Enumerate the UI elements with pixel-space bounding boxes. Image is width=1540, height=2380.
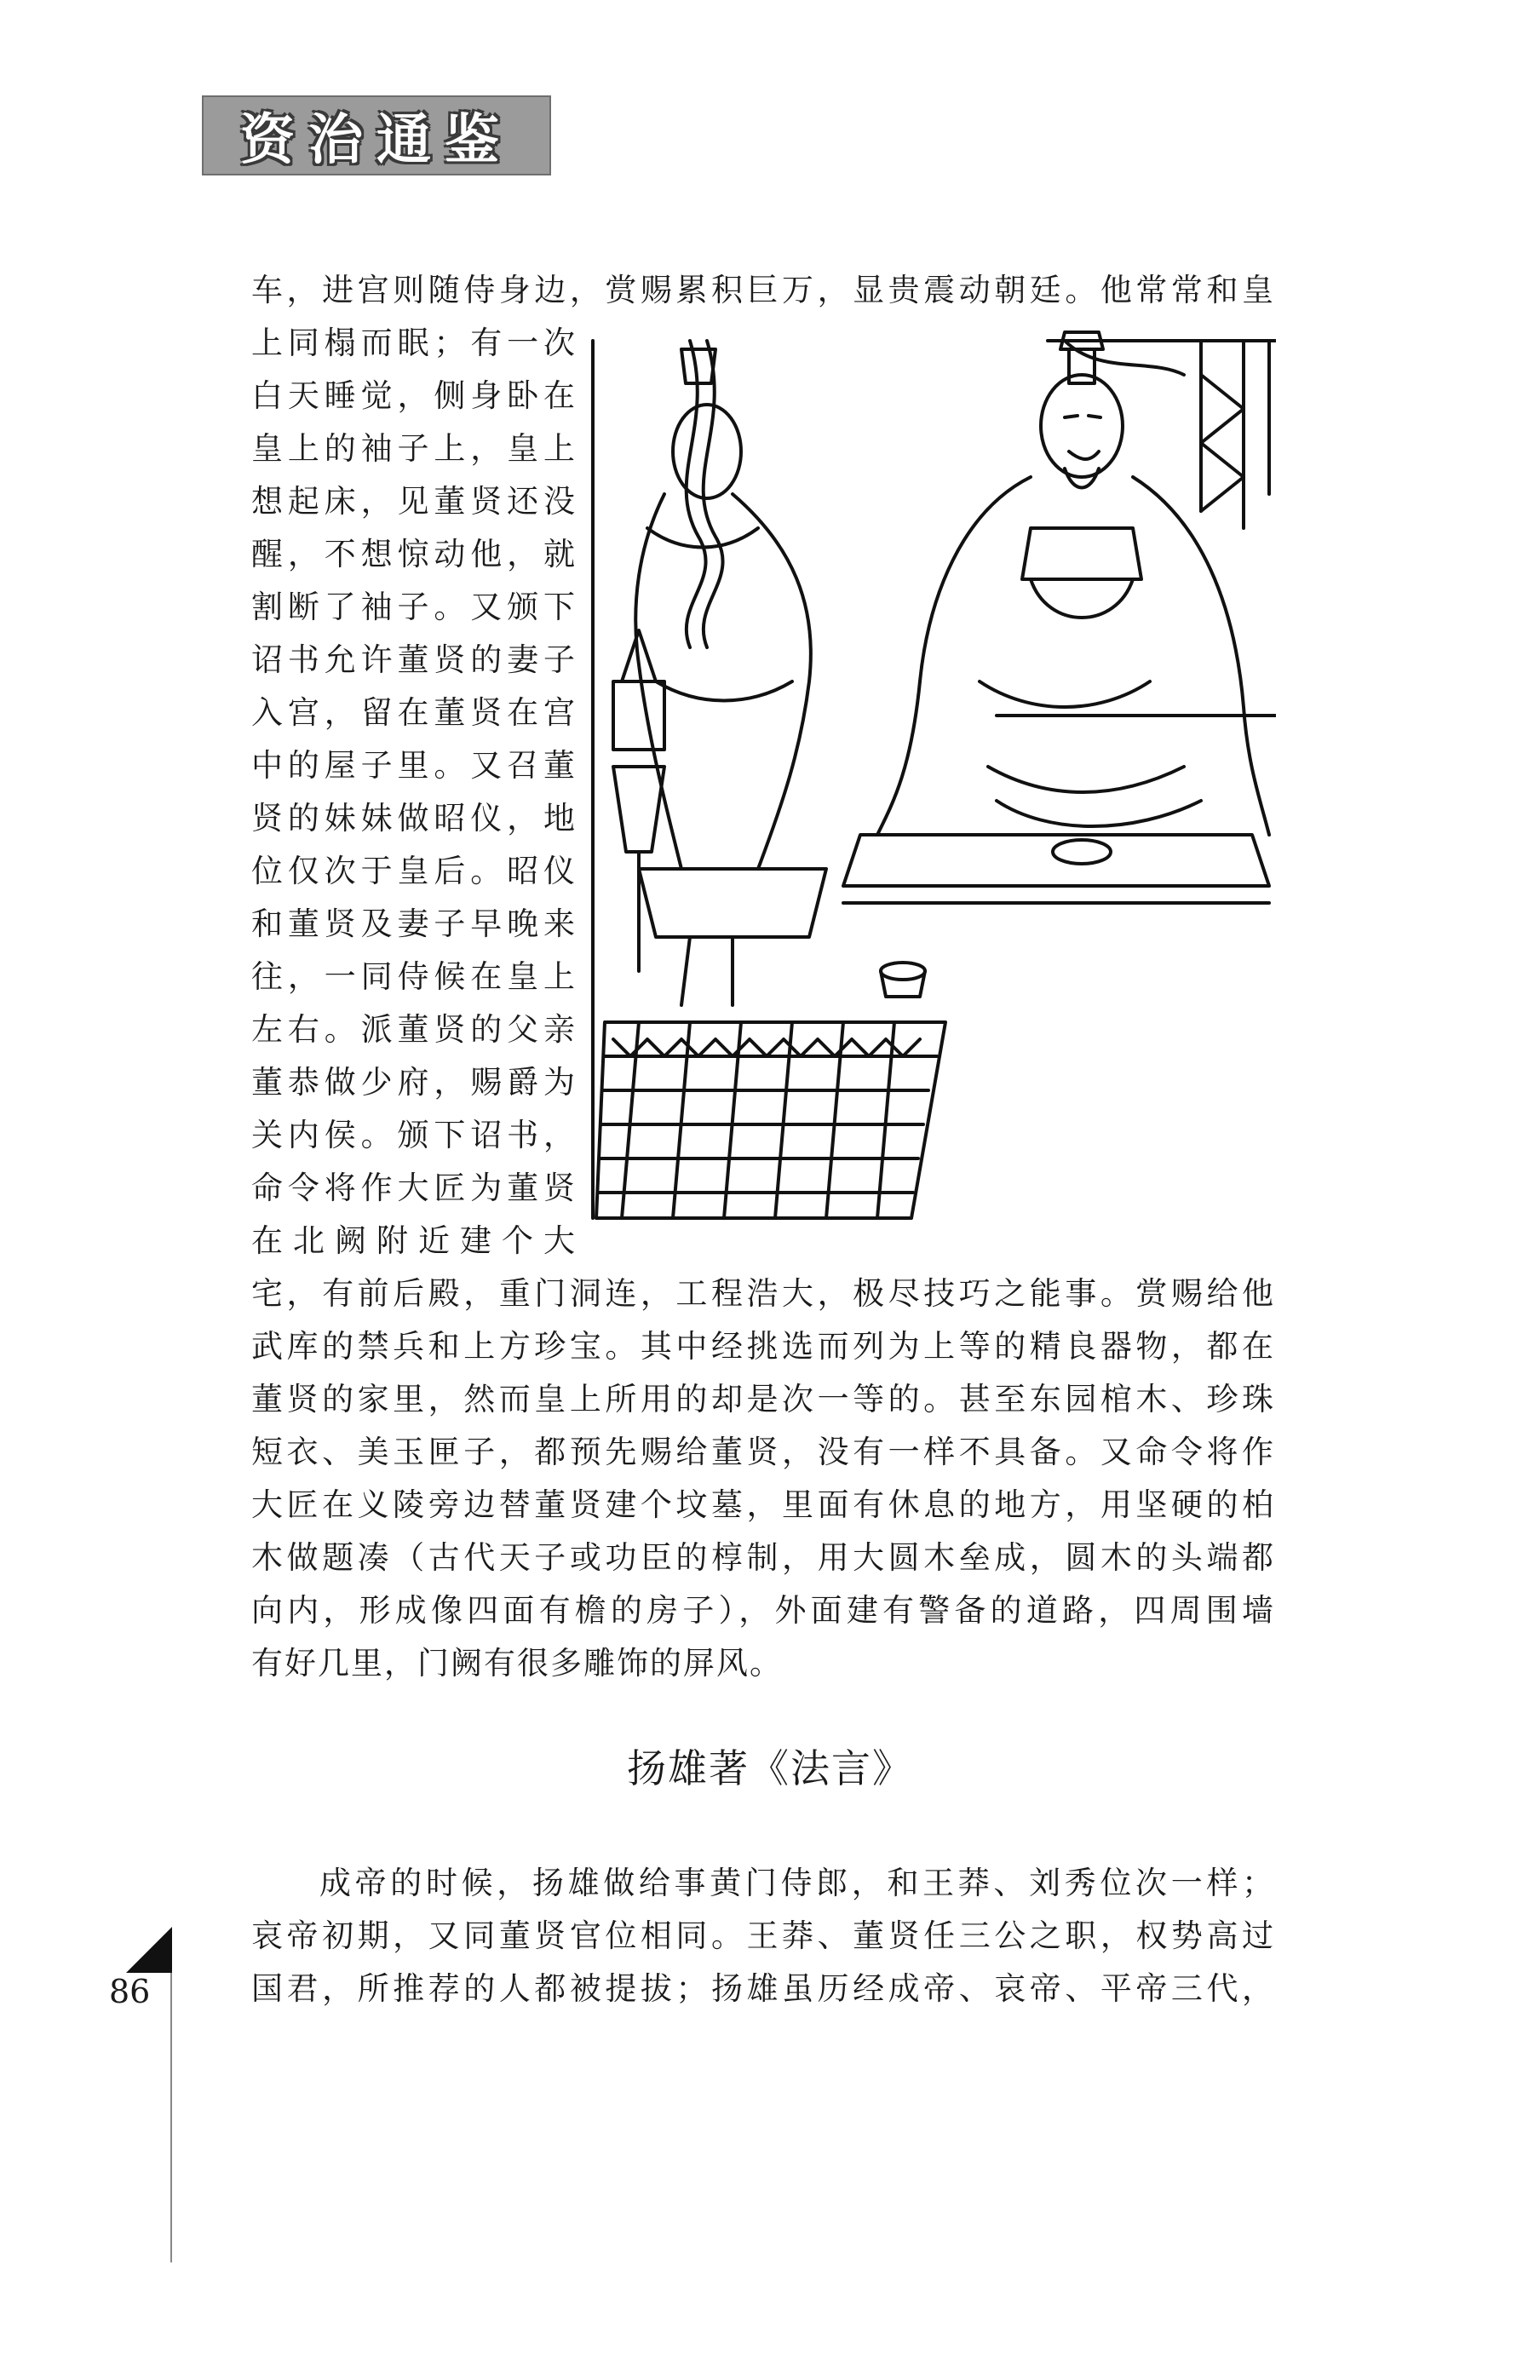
book-title: 资治通鉴 [240, 109, 513, 172]
text-line: 国君，所推荐的人都被提拔；扬雄虽历经成帝、哀帝、平帝三代， [251, 1970, 1273, 2007]
text-line: 在北阙附近建个大 [251, 1222, 575, 1259]
page-corner-marker [126, 1927, 172, 1973]
text-line: 车，进宫则随侍身边，赏赐累积巨万，显贵震动朝廷。他常常和皇 [251, 272, 1273, 308]
page-number: 86 [109, 1973, 151, 2010]
text-line: 醒，不想惊动他，就 [251, 536, 575, 572]
text-line: 向内，形成像四面有檐的房子），外面建有警备的道路，四周围墙 [251, 1592, 1273, 1629]
text-line: 割断了袖子。又颁下 [251, 589, 575, 625]
text-line: 成帝的时候，扬雄做给事黄门侍郎，和王莽、刘秀位次一样； [319, 1865, 1273, 1901]
illustration-emperor-and-dong-xian [588, 324, 1276, 1235]
text-line: 诏书允许董贤的妻子 [251, 641, 575, 678]
text-line: 关内侯。颁下诏书， [251, 1117, 575, 1153]
text-line: 想起床，见董贤还没 [251, 483, 575, 520]
text-line: 大匠在义陵旁边替董贤建个坟墓，里面有休息的地方，用坚硬的柏 [251, 1486, 1273, 1523]
text-line: 上同榻而眠；有一次 [251, 325, 575, 361]
text-line: 往，一同侍候在皇上 [251, 958, 575, 995]
text-line: 和董贤及妻子早晚来 [251, 905, 575, 942]
text-line: 哀帝初期，又同董贤官位相同。王莽、董贤任三公之职，权势高过 [251, 1917, 1273, 1954]
text-line: 位仅次于皇后。昭仪 [251, 853, 575, 889]
text-line: 董贤的家里，然而皇上所用的却是次一等的。甚至东园棺木、珍珠 [251, 1381, 1273, 1417]
text-line: 左右。派董贤的父亲 [251, 1011, 575, 1048]
text-line: 宅，有前后殿，重门洞连，工程浩大，极尽技巧之能事。赏赐给他 [251, 1275, 1273, 1312]
text-line: 命令将作大匠为董贤 [251, 1170, 575, 1206]
text-line: 有好几里，门阙有很多雕饰的屏风。 [251, 1645, 783, 1682]
text-line: 贤的妹妹做昭仪，地 [251, 800, 575, 836]
text-line: 白天睡觉，侧身卧在 [251, 377, 575, 414]
text-line: 武库的禁兵和上方珍宝。其中经挑选而列为上等的精良器物，都在 [251, 1328, 1273, 1365]
text-line: 木做题凑（古代天子或功臣的椁制，用大圆木垒成，圆木的头端都 [251, 1539, 1273, 1576]
text-line: 皇上的袖子上，皇上 [251, 430, 575, 467]
book-title-banner [202, 95, 551, 175]
text-line: 入宫，留在董贤在宫 [251, 694, 575, 731]
text-line: 董恭做少府，赐爵为 [251, 1064, 575, 1101]
text-line: 中的屋子里。又召董 [251, 747, 575, 784]
margin-rule [170, 1973, 172, 2262]
section-title: 扬雄著《法言》 [627, 1745, 913, 1791]
text-line: 短衣、美玉匣子，都预先赐给董贤，没有一样不具备。又命令将作 [251, 1434, 1273, 1470]
